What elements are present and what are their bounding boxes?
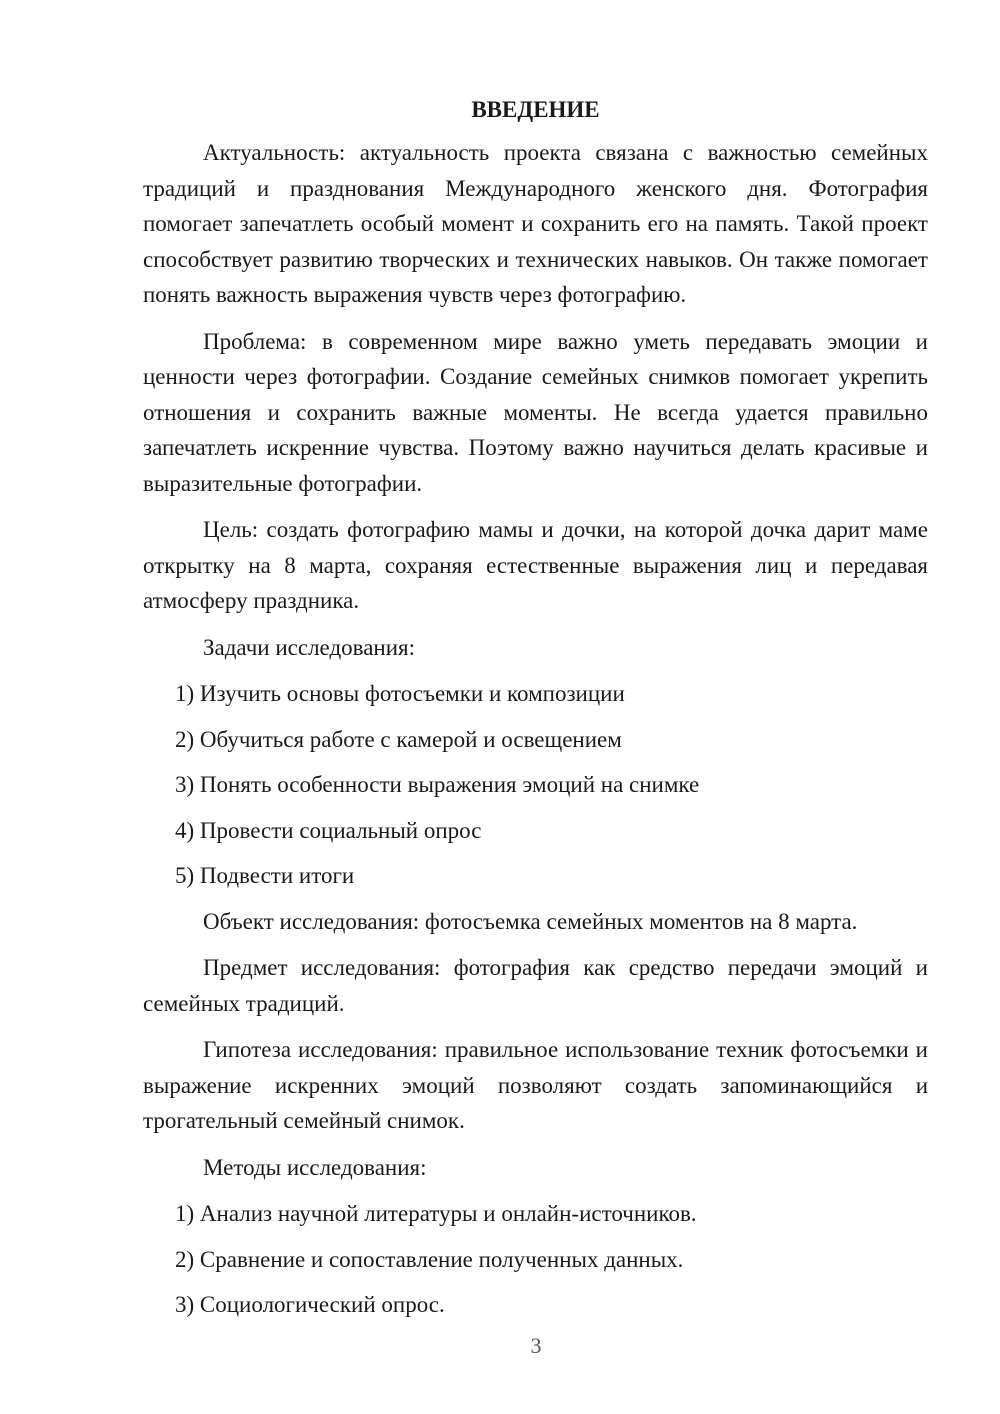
task-item: 3) Понять особенности выражения эмоций на снимке [175,772,700,797]
goal-paragraph: Цель: создать фотографию мамы и дочки, на которой дочка дарит маме открытку на 8 марта, сохраняя естественные выражения лиц и передавая атмосферу праздника. [143,517,928,613]
tasks-title: Задачи исследования: [203,634,416,660]
task-item: 4) Провести социальный опрос [175,817,482,843]
subject-paragraph: Предмет исследования: фотография как средство передачи эмоций и семейных традиций. [143,955,928,1016]
method-item: 3) Социологический опрос. [175,1292,445,1317]
relevance-paragraph: Актуальность: актуальность проекта связана с важностью семейных традиций и празднования Международного женского дня. Фотография помогает запечатлеть особый момент и сохранить его на память. Такой проект способствует развитию творческих и технических навыков. Он также помогает понять важность выражения чувств через фотографию. [143,140,928,307]
method-item: 1) Анализ научной литературы и онлайн-источников. [175,1201,697,1226]
task-item: 1) Изучить основы фотосъемки и композиции [175,681,625,706]
method-item: 2) Сравнение и сопоставление полученных данных. [175,1246,684,1272]
task-item: 5) Подвести итоги [175,863,355,888]
methods-list [143,1196,928,1323]
problem-paragraph: Проблема: в современном мире важно уметь передавать эмоции и ценности через фотографии. Создание семейных снимков помогает укрепить отношения и сохранить важные моменты. Не всегда удается правильно запечатлеть искренние чувства. Поэтому важно научиться делать красивые и выразительные фотографии. [143,328,928,496]
page-number: 3 [530,1333,542,1358]
hypothesis-paragraph: Гипотеза исследования: правильное использование техник фотосъемки и выражение искренних эмоций позволяют создать запоминающийся и трогательный семейный снимок. [143,1037,928,1133]
methods-title: Методы исследования: [203,1154,427,1180]
section-heading: ВВЕДЕНИЕ [471,97,600,122]
object-paragraph: Объект исследования: фотосъемка семейных моментов на 8 марта. [203,908,858,934]
tasks-list [143,676,928,894]
document-page [143,90,928,1333]
task-item: 2) Обучиться работе с камерой и освещением [175,726,622,752]
